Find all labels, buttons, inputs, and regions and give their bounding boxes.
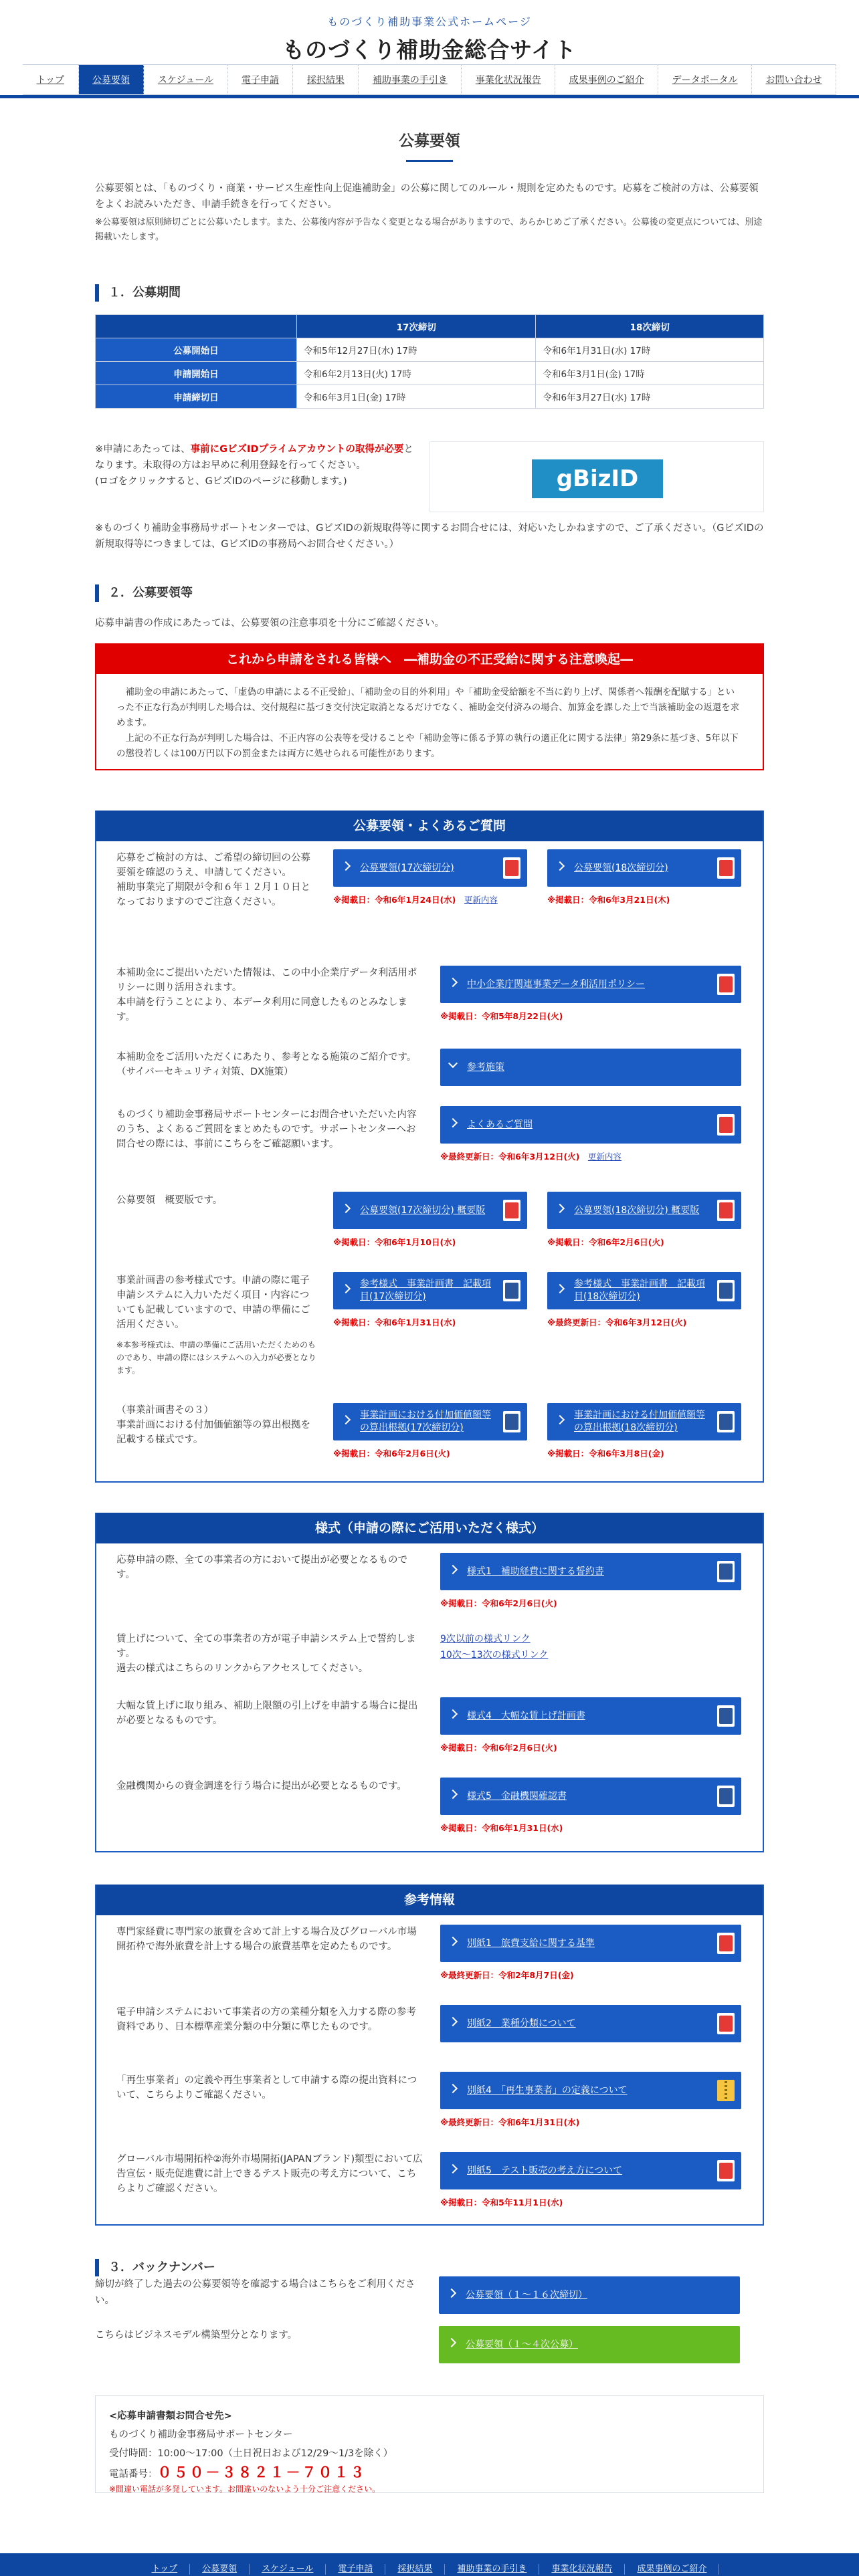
chevron-right-icon	[448, 2084, 458, 2093]
gbiz-support-note: ※ものづくり補助金事務局サポートセンターでは、GビズIDの新規取得等に関するお問合せには、対応いたしかねますので、ご了承ください。（GビズIDの新規取得等につきましては、GビズIDの事務局へお問合せください。）	[95, 523, 764, 550]
global-nav	[23, 64, 836, 95]
footer-link[interactable]: 電子申請	[326, 2564, 385, 2575]
koubo-18-button[interactable]: 公募要領(18次締切分)	[547, 849, 741, 887]
cell: 令和6年3月27日(水) 17時	[536, 385, 764, 409]
nav-cases[interactable]: 成果事例のご紹介	[555, 65, 658, 94]
row-text: 専門家経費に専門家の旅費を含めて計上する場合及びグローバル市場開拓枠で海外旅費を計上する場合の旅費基準を定めたものです。	[116, 1927, 417, 1952]
nav-top[interactable]: トップ	[23, 65, 79, 94]
row-text: 公募要領 概要版です。	[116, 1195, 223, 1206]
row-text: 大幅な賃上げに取り組み、補助上限額の引上げを申請する場合に提出が必要となるものです。	[116, 1701, 418, 1726]
data-policy-button[interactable]: 中小企業庁関連事業データ利活用ポリシー	[440, 966, 741, 1003]
pdf-icon	[503, 1200, 520, 1221]
chevron-right-icon	[447, 2288, 456, 2298]
section2-heading: ２．公募要領等	[95, 584, 764, 602]
panel-reference	[95, 1885, 764, 2226]
row-text: 電子申請システムにおいて事業者の方の業種分類を入力する際の参考資料であり、日本標準産業分類の中分類に準じたものです。	[116, 2007, 417, 2032]
chevron-right-icon	[448, 1937, 458, 1946]
update-link[interactable]: 更新内容	[587, 1152, 622, 1162]
update-link[interactable]: 更新内容	[464, 895, 498, 905]
pdf-icon	[717, 1114, 735, 1136]
tel-note: ※間違い電話が多発しています。お間違いのないよう十分ご注意ください。	[109, 2484, 381, 2494]
pdf-icon	[717, 2013, 735, 2034]
date-text: ※掲載日：令和6年2月6日(火)	[440, 1598, 557, 1608]
footer-link[interactable]: 成果事例のご紹介	[625, 2564, 719, 2575]
row-label: 申請開始日	[96, 362, 297, 385]
chevron-right-icon	[341, 1284, 351, 1293]
panel-title: 公募要領・よくあるご質問	[96, 811, 763, 841]
nav-schedule[interactable]: スケジュール	[144, 65, 227, 94]
backnumber-1-4-button[interactable]: 公募要領（１～４次公募）	[439, 2326, 740, 2363]
nav-contact[interactable]: お問い合わせ	[752, 65, 836, 94]
table-header: 17次締切	[297, 315, 536, 338]
gbiz-logo-box[interactable]	[430, 441, 764, 512]
chevron-right-icon	[448, 978, 458, 987]
gbiz-note: (ロゴをクリックすると、GビズIDのページに移動します。)	[95, 476, 347, 487]
pdf-icon	[717, 2160, 735, 2181]
koubo-17-button[interactable]: 公募要領(17次締切分)	[333, 849, 527, 887]
chevron-right-icon	[555, 861, 565, 871]
date-text: ※最終更新日：令和6年1月31日(水)	[440, 2117, 580, 2127]
panel-forms	[95, 1513, 764, 1852]
pdf-icon	[717, 1200, 735, 1221]
date-text: ※掲載日：令和5年11月1日(水)	[440, 2197, 563, 2208]
cell: 令和6年1月31日(水) 17時	[536, 338, 764, 362]
nav-underline	[0, 95, 859, 98]
table-header: 18次締切	[536, 315, 764, 338]
chevron-right-icon	[447, 2338, 456, 2347]
nav-data-portal[interactable]: データポータル	[658, 65, 752, 94]
word-icon	[503, 1411, 520, 1432]
footer-link[interactable]: スケジュール	[250, 2564, 326, 2575]
date-text: ※掲載日：令和6年2月6日(火)	[547, 1237, 664, 1247]
chevron-right-icon	[341, 1415, 351, 1424]
annex4-button[interactable]: 別紙4 「再生事業者」の定義について	[440, 2072, 741, 2109]
annex2-button[interactable]: 別紙2 業種分類について	[440, 2005, 741, 2042]
value-added-18-button[interactable]: 事業計画における付加価値額等の算出根拠(18次締切分)	[547, 1403, 741, 1440]
chevron-right-icon	[448, 1790, 458, 1799]
form1-button[interactable]: 様式1 補助経費に関する誓約書	[440, 1553, 741, 1590]
section1-heading: １．公募期間	[95, 284, 764, 302]
site-header	[0, 0, 859, 62]
row-text: （事業計画書その３） 事業計画における付加価値額等の算出根拠を記載する様式です。	[116, 1405, 310, 1445]
chevron-right-icon	[448, 1565, 458, 1574]
site-subtitle: ものづくり補助事業公式ホームページ	[327, 15, 532, 28]
date-text: ※掲載日：令和6年3月8日(金)	[547, 1448, 664, 1459]
annex5-button[interactable]: 別紙5 テスト販売の考え方について	[440, 2152, 741, 2189]
date-text: ※掲載日：令和6年1月31日(水)	[440, 1823, 563, 1833]
date-text: ※掲載日：令和6年1月24日(水) 更新内容	[333, 895, 498, 905]
chevron-right-icon	[341, 1204, 351, 1213]
contact-title: <応募申請書類お問合せ先>	[109, 2411, 232, 2422]
contact-hours: 受付時間：10:00～17:00（土日祝日および12/29～1/3を除く）	[109, 2448, 393, 2459]
nav-results[interactable]: 採択結果	[293, 65, 359, 94]
summary-18-button[interactable]: 公募要領(18次締切分) 概要版	[547, 1192, 741, 1229]
nav-e-apply[interactable]: 電子申請	[228, 65, 294, 94]
panel-guidelines	[95, 811, 764, 1483]
reference-measures-button[interactable]: 参考施策	[440, 1049, 741, 1086]
row-text: 本補助金にご提出いただいた情報は、この中小企業庁データ利活用ポリシーに則り活用されます。 本申請を行うことにより、本データ利用に同意したものとみなします。	[116, 968, 417, 1023]
footer-link[interactable]: 公募要領	[190, 2564, 250, 2575]
table-row	[96, 385, 764, 409]
row-text: 賃上げについて、全ての事業者の方が電子申請システム上で誓約します。 過去の様式はこちらのリンクからアクセスしてください。	[116, 1634, 416, 1674]
date-text: ※最終更新日：令和6年3月12日(火)	[547, 1317, 687, 1327]
fraud-warning	[95, 643, 764, 770]
chevron-down-icon	[448, 1059, 458, 1068]
chevron-right-icon	[555, 1204, 565, 1213]
tel-label: 電話番号：	[109, 2469, 158, 2480]
backnumber-text: 締切が終了した過去の公募要領等を確認する場合はこちらをご利用ください。	[95, 2279, 415, 2306]
panel-title: 参考情報	[96, 1885, 763, 1915]
cell: 令和6年2月13日(火) 17時	[297, 362, 536, 385]
date-text: ※最終更新日：令和2年8月7日(金)	[440, 1970, 574, 1980]
warning-p1: 補助金の申請にあたって、「虚偽の申請による不正受給」、「補助金の目的外利用」や「補助金受給額を不当に釣り上げ、関係者へ報酬を配賦する」といった不正な行為が判明した場合は、交付規程に基づき交付決定取消となるだけでなく、補助金交付済みの場合、加算金を課した上で当該補助金の返還を求めます。	[116, 687, 740, 728]
business-plan-17-button[interactable]: 参考様式 事業計画書 記載項目(17次締切分)	[333, 1272, 527, 1309]
cell: 令和6年3月1日(金) 17時	[297, 385, 536, 409]
date-text: ※掲載日：令和6年2月6日(火)	[440, 1743, 557, 1753]
cell: 令和6年3月1日(金) 17時	[536, 362, 764, 385]
word-icon	[717, 1411, 735, 1432]
word-icon	[717, 1786, 735, 1807]
period-table	[95, 314, 764, 409]
chevron-right-icon	[555, 1415, 565, 1424]
row-text: 応募申請の際、全ての事業者の方において提出が必要となるものです。	[116, 1555, 407, 1580]
footer-link[interactable]: 補助事業の手引き	[445, 2564, 539, 2575]
word-icon	[717, 1561, 735, 1582]
value-added-17-button[interactable]: 事業計画における付加価値額等の算出根拠(17次締切分)	[333, 1403, 527, 1440]
row-text: 事業計画書の参考様式です。申請の際に電子申請システムに入力いただく項目・内容についても記載していますので、申請の準備にご活用ください。	[116, 1275, 310, 1330]
section2-text: 応募申請書の作成にあたっては、公募要領の注意事項を十分にご確認ください。	[95, 618, 444, 629]
nav-report[interactable]: 事業化状況報告	[462, 65, 555, 94]
gbiz-prefix: ※申請にあたっては、	[95, 444, 191, 455]
row-text: グローバル市場開拓枠②海外市場開拓(JAPANブランド)類型において広告宣伝・販売促進費に計上できるテスト販売の考え方について、こちらよりご確認ください。	[116, 2154, 423, 2194]
contact-name: ものづくり補助金事務局サポートセンター	[109, 2430, 293, 2440]
nav-koubo[interactable]: 公募要領	[79, 65, 145, 94]
date-text: ※掲載日：令和6年2月6日(火)	[333, 1448, 450, 1459]
pdf-icon	[503, 857, 520, 879]
warning-title: これから申請をされる皆様へ ―補助金の不正受給に関する注意喚起―	[96, 645, 763, 674]
row-text: 応募をご検討の方は、ご希望の締切回の公募要領を確認のうえ、申請してください。 補助事業完了期限が令和６年１２月１０日となっておりますのでご注意ください。	[116, 853, 310, 907]
contact-box	[95, 2395, 764, 2493]
row-label: 申請締切日	[96, 385, 297, 409]
date-text: ※掲載日：令和5年8月22日(火)	[440, 1011, 563, 1021]
gbiz-required: 事前にGビズIDプライムアカウントの取得が必要	[190, 444, 404, 455]
row-text: 「再生事業者」の定義や再生事業者として申請する際の提出資料について、こちらよりご確認ください。	[116, 2075, 417, 2101]
row-note: ※本参考様式は、申請の準備にご活用いただくためのものであり、申請の際にはシステムへの入力が必要となります。	[116, 1340, 316, 1375]
footer-link[interactable]: 事業化状況報告	[539, 2564, 625, 2575]
row-text: 本補助金をご活用いただくにあたり、参考となる施策のご紹介です。（サイバーセキュリティ対策、DX施策）	[116, 1052, 417, 1077]
row-label: 公募開始日	[96, 338, 297, 362]
gbiz-notice	[95, 441, 416, 490]
warning-p2: 上記の不正な行為が判明した場合は、不正内容の公表等を受けることや「補助金等に係る予算の執行の適正化に関する法律」第29条に基づき、5年以下の懲役若しくは100万円以下の罰金または両方に処せられる可能性があります。	[116, 733, 739, 759]
footer-nav	[0, 2553, 859, 2576]
business-model-text: こちらはビジネスモデル構築型分となります。	[95, 2330, 298, 2341]
nav-guide[interactable]: 補助事業の手引き	[359, 65, 462, 94]
pdf-icon	[717, 1933, 735, 1954]
date-text: ※掲載日：令和6年1月31日(水)	[333, 1317, 456, 1327]
gbiz-logo[interactable]: gBizID	[532, 459, 663, 498]
table-row	[96, 338, 764, 362]
business-plan-18-button[interactable]: 参考様式 事業計画書 記載項目(18次締切分)	[547, 1272, 741, 1309]
chevron-right-icon	[448, 1118, 458, 1128]
intro	[95, 181, 764, 245]
gbiz-suffix: となります。未取得の方はお早めに利用登録を行ってください。	[95, 444, 413, 471]
row-text: ものづくり補助金事務局サポートセンターにお問合せいただいた内容のうち、よくあるご質問をまとめたものです。サポートセンターへお問合せの際には、事前にこちらをご確認願います。	[116, 1109, 417, 1150]
word-icon	[717, 1705, 735, 1727]
word-icon	[503, 1280, 520, 1301]
section3-heading: ３．バックナンバー	[95, 2259, 764, 2276]
zip-icon	[717, 2080, 735, 2101]
footer-link[interactable]: トップ	[140, 2564, 191, 2575]
faq-button[interactable]: よくあるご質問	[440, 1106, 741, 1144]
summary-17-button[interactable]: 公募要領(17次締切分) 概要版	[333, 1192, 527, 1229]
footer-link[interactable]: 採択結果	[385, 2564, 445, 2575]
intro-note: ※公募要領は原則締切ごとに公募いたします。また、公募後内容が予告なく変更となる場合がありますので、あらかじめご了承ください。公募後の変更点については、別途掲載いたします。	[95, 217, 763, 242]
table-row	[96, 362, 764, 385]
form4-button[interactable]: 様式4 大幅な賃上げ計画書	[440, 1697, 741, 1735]
cell: 令和5年12月27日(水) 17時	[297, 338, 536, 362]
chevron-right-icon	[448, 1709, 458, 1719]
chevron-right-icon	[448, 2164, 458, 2173]
date-text: ※掲載日：令和6年1月10日(水)	[333, 1237, 456, 1247]
pdf-icon	[717, 974, 735, 995]
chevron-right-icon	[341, 861, 351, 871]
pdf-icon	[717, 857, 735, 879]
annex1-button[interactable]: 別紙1 旅費支給に関する基準	[440, 1925, 741, 1962]
page-title: 公募要領	[0, 128, 859, 162]
date-text: ※最終更新日：令和6年3月12日(火) 更新内容	[440, 1152, 622, 1162]
row-text: 金融機関からの資金調達を行う場合に提出が必要となるものです。	[116, 1781, 407, 1792]
form5-button[interactable]: 様式5 金融機関確認書	[440, 1778, 741, 1815]
word-icon	[717, 1280, 735, 1301]
table-header	[96, 315, 297, 338]
site-title[interactable]: ものづくり補助金総合サイト	[282, 37, 577, 63]
intro-text: 公募要領とは、「ものづくり・商業・サービス生産性向上促進補助金」の公募に関してのルール・規則を定めたものです。応募をご検討の方は、公募要領をよくお読みいただき、申請手続きを行ってください。	[95, 183, 759, 210]
period-table-wrap	[95, 314, 764, 409]
chevron-right-icon	[555, 1284, 565, 1293]
old-forms-link-9[interactable]: 9次以前の様式リンク	[440, 1634, 531, 1644]
date-text: ※掲載日：令和6年3月21日(木)	[547, 895, 670, 905]
tel-number[interactable]: ０５０－３８２１－７０１３	[157, 2464, 367, 2480]
old-forms-link-10-13[interactable]: 10次～13次の様式リンク	[440, 1650, 549, 1660]
chevron-right-icon	[448, 2017, 458, 2026]
panel-title: 様式（申請の際にご活用いただく様式）	[96, 1513, 763, 1543]
backnumber-1-16-button[interactable]: 公募要領（１～１６次締切）	[439, 2276, 740, 2314]
